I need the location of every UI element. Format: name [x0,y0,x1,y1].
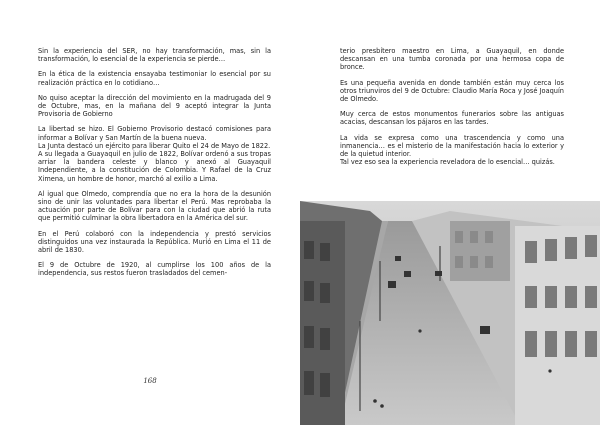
paragraph: Al igual que Olmedo, comprendía que no era la hora de la desunión sino de unir las voluntades para libertar el Perú. Mas reprobaba la actuación por parte de Bolívar para con la ciudad que abrió la ruta que permitió culminar la obra libertadora en la América del sur. [38,189,271,223]
paragraph: Muy cerca de estos monumentos funerarios sobre las antiguas acacias, descansan los pájaros en las tardes. [340,110,564,127]
paragraph: En el Perú colaboró con la independencia y prestó servicios distinguidos una vez instaurada la República. Murió en Lima el 11 de abril de 1830. [38,229,271,255]
historic-street-photo [300,201,600,425]
right-text-column [340,47,564,166]
paragraph: En la ética de la existencia ensayaba testimoniar lo esencial por su realización práctica en lo cotidiano… [38,70,271,87]
paragraph: La vida se expresa como una trascendencia y como una inmanencia… es el misterio de la manifestación hacia lo exterior y de la quietud interior. [340,133,564,159]
left-text-column [38,47,271,285]
paragraph: terio presbítero maestro en Lima, a Guayaquil, en donde descansan en una tumba coronada por una hermosa copa de bronce. [340,47,564,72]
paragraph: Tal vez eso sea la experiencia reveladora de lo esencial… quizás. [340,158,555,167]
paragraph: Es una pequeña avenida en donde también están muy cerca los otros triunviros del 9 de Octubre: Claudio María Roca y José Joaquín de Olmedo. [340,78,564,104]
paragraph: La libertad se hizo. El Gobierno Provisorio destacó comisiones para informar a Bolívar y San Martín de la buena nueva. [38,125,271,142]
paragraph: Sin la experiencia del SER, no hay transformación, mas, sin la transformación, lo esencial de la experiencia se pierde… [38,47,271,64]
street-photo-illustration [300,201,600,425]
paragraph: A su llegada a Guayaquil en julio de 1822, Bolívar ordenó a sus tropas arriar la bandera celeste y blanco y anexó al Guayaquil Independiente, a la constitución de Colombia. Y Rafael de la Cruz Ximena, un hombre de honor, marchó al exilio a Lima. [38,150,271,183]
paragraph: El 9 de Octubre de 1920, al cumplirse los 100 años de la independencia, sus restos fueron trasladados del cemen- [38,261,271,278]
page-number: 168 [143,377,157,385]
paragraph: La Junta destacó un ejército para liberar Quito el 24 de Mayo de 1822. [38,141,271,150]
paragraph: No quiso aceptar la dirección del movimiento en la madrugada del 9 de Octubre, mas, en la mañana del 9 aceptó integrar la Junta Provisoria de Gobierno [38,93,271,119]
